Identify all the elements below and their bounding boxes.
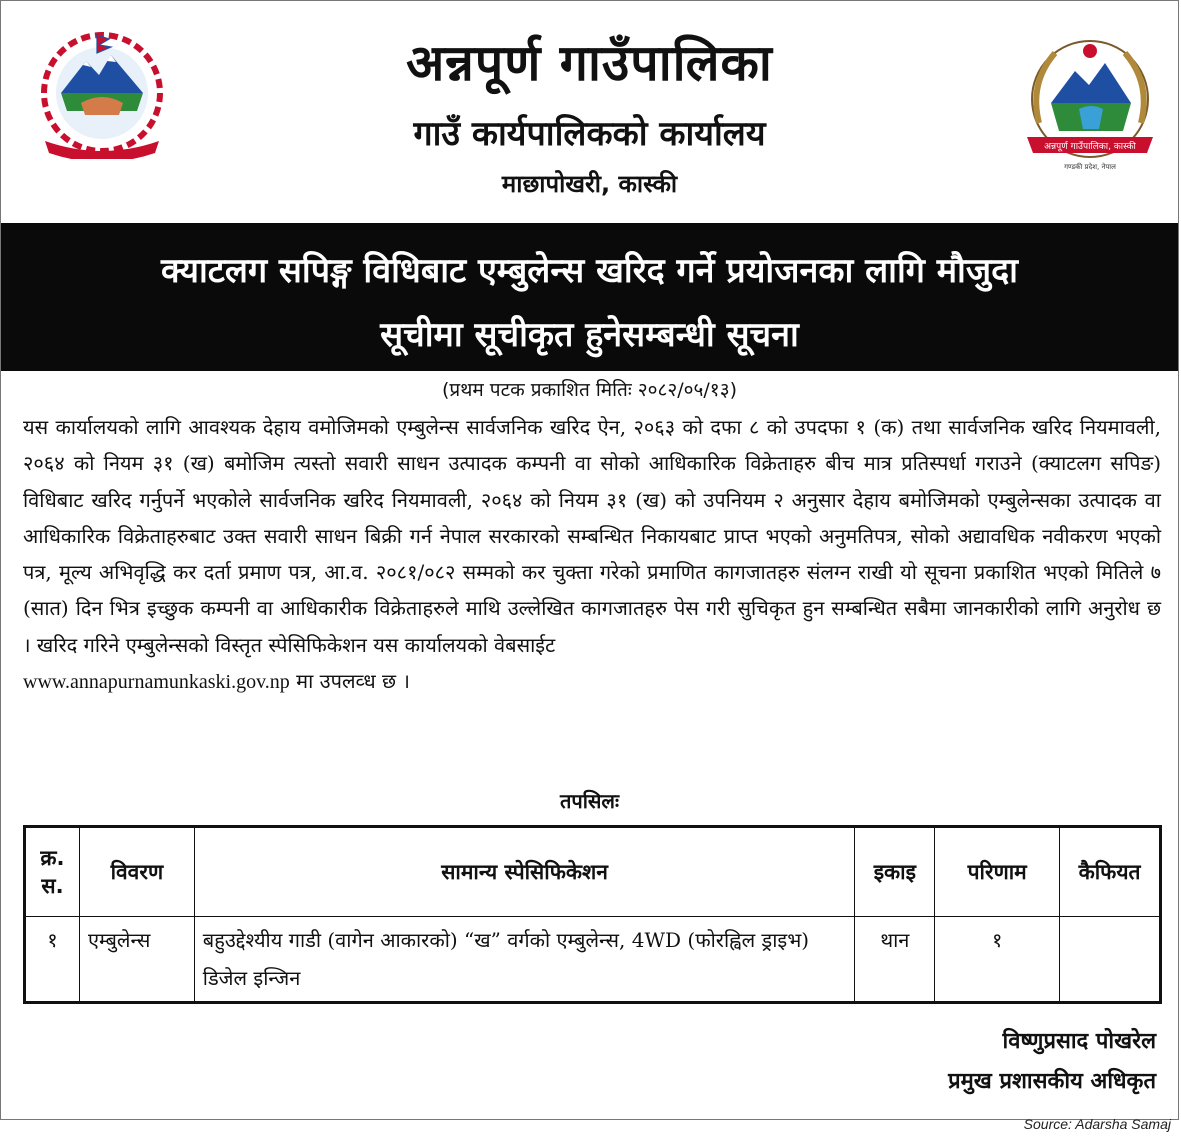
signatory-post: प्रमुख प्रशासकीय अधिकृत xyxy=(948,1069,1156,1094)
notice-title-line1: क्याटलग सपिङ्ग विधिबाट एम्बुलेन्स खरिद गर्ने प्रयोजनका लागि मौजुदा xyxy=(161,251,1018,291)
cell-description: एम्बुलेन्स xyxy=(79,917,194,1003)
website-link[interactable]: www.annapurnamunkaski.gov.np xyxy=(23,671,290,694)
cell-sn: १ xyxy=(25,917,80,1003)
published-date: (प्रथम पटक प्रकाशित मितिः २०८२/०५/१३) xyxy=(442,379,737,401)
header-quantity: परिणाम xyxy=(935,827,1060,917)
notice-ending: मा उपलव्ध छ । xyxy=(289,669,410,694)
cell-remarks xyxy=(1060,917,1161,1003)
header-spec: सामान्य स्पेसिफिकेशन xyxy=(194,827,855,917)
office-subtitle: गाउँ कार्यपालिकको कार्यालय xyxy=(413,114,766,154)
source-credit: Source: Adarsha Samaj xyxy=(1023,1116,1171,1132)
cell-quantity: १ xyxy=(935,917,1060,1003)
header-remarks: कैफियत xyxy=(1060,827,1161,917)
notice-title-band xyxy=(1,223,1178,371)
logo-ribbon-text: अन्नपूर्ण गाउँपालिका, कास्की xyxy=(1044,142,1136,152)
table-row xyxy=(25,917,1161,1003)
notice-header xyxy=(1,1,1178,223)
header-description: विवरण xyxy=(79,827,194,917)
notice-paragraph: यस कार्यालयको लागि आवश्यक देहाय वमोजिमको एम्बुलेन्स सार्वजनिक खरिद ऐन, २०६३ को दफा ८ को उपदफा १ (क) तथा सार्वजनिक खरिद नियमावली, २०६४ को नियम ३१ (ख) बमोजिम त्यस्तो सवारी साधन उत्पादक कम्पनी वा सोको आधिकारिक विक्रेताहरु बीच मात्र प्रतिस्पर्धा गराउने (क्याटलग सपिङ) विधिबाट खरिद गर्नुपर्ने भएकोले सार्वजनिक खरिद नियमावली, २०६४ को नियम ३१ (ख) को उपनियम २ अनुसार देहाय बमोजिमको एम्बुलेन्सका उत्पादक वा आधिकारिक विक्रेताहरुबाट उक्त सवारी साधन बिक्री गर्न नेपाल सरकारको सम्बन्धित निकायबाट प्राप्त भएको अनुमतिपत्र, सोको अद्यावधिक नवीकरण भएको पत्र, मूल्य अभिवृद्धि कर दर्ता प्रमाण पत्र, आ.व. २०८१/०८२ सम्मको कर चुक्ता गरेको प्रमाणित कागजातहरु संलग्न राखी यो सूचना प्रकाशित भएको मितिले ७ (सात) दिन भित्र इच्छुक कम्पनी वा आधिकारीक विक्रेताहरुले माथि उल्लेखित कागजातहरु पेस गरी सुचिकृत हुन सम्बन्धित सबैमा जानकारीको लागि अनुरोध छ । खरिद गरिने एम्बुलेन्सको विस्तृत स्पेसिफिकेशन यस कार्यालयको वेबसाईट xyxy=(23,415,1161,657)
header-sn: क्र. स. xyxy=(25,827,80,917)
specification-table xyxy=(23,825,1162,1004)
cell-spec: बहुउद्देश्यीय गाडी (वागेन आकारको) “ख” वर्गको एम्बुलेन्स, 4WD (फोरह्विल ड्राइभ) डिजेल इन्जिन xyxy=(194,917,855,1003)
signatory-name: विष्णुप्रसाद पोखरेल xyxy=(1002,1029,1156,1054)
header-unit: इकाइ xyxy=(855,827,935,917)
cell-unit: थान xyxy=(855,917,935,1003)
office-name: अन्नपूर्ण गाउँपालिका xyxy=(406,34,773,92)
notice-body xyxy=(23,409,1161,700)
notice-title-line2: सूचीमा सूचीकृत हुनेसम्बन्धी सूचना xyxy=(380,315,799,355)
logo-bottom-text: गण्डकी प्रदेश, नेपाल xyxy=(1064,163,1116,171)
details-heading: तपसिलः xyxy=(559,789,620,813)
table-header-row xyxy=(25,827,1161,917)
office-address: माछापोखरी, कास्की xyxy=(501,170,678,198)
